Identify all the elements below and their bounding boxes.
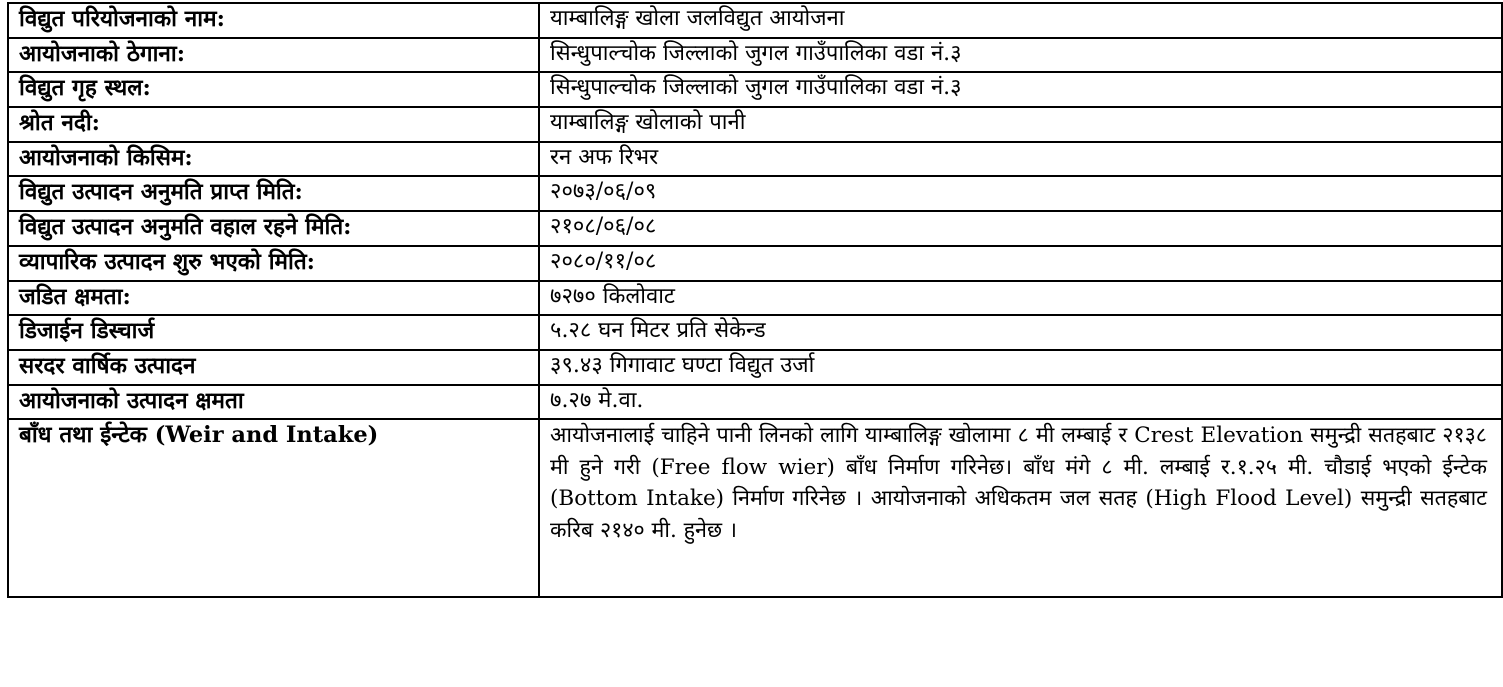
table-row <box>8 419 1502 597</box>
table-row <box>8 315 1502 350</box>
license-validity-label: विद्युत उत्पादन अनुमति वहाल रहने मिति: <box>8 211 539 246</box>
generation-capacity-value: ७.२७ मे.वा. <box>539 385 1502 420</box>
project-info-table <box>7 2 1503 598</box>
weir-intake-description: आयोजनालाई चाहिने पानी लिनको लागि याम्बालिङ्ग खोलामा ८ मी लम्बाई र Crest Elevation समुन्द्री सतहबाट २१३८ मी हुने गरी (Free flow wier) बाँध निर्माण गरिनेछ। बाँध मंगे ८ मी. लम्बाई र.१.२५ मी. चौडाई भएको ईन्टेक (Bottom Intake) निर्माण गरिनेछ । आयोजनाको अधिकतम जल सतह (High Flood Level) समुन्द्री सतहबाट करिब २१४० मी. हुनेछ । <box>539 419 1502 597</box>
project-name-label: विद्युत परियोजनाको नाम: <box>8 3 539 38</box>
table-row <box>8 38 1502 73</box>
weir-intake-label: बाँध तथा ईन्टेक (Weir and Intake) <box>8 419 539 597</box>
design-discharge-label: डिजाईन डिस्चार्ज <box>8 315 539 350</box>
source-river-label: श्रोत नदी: <box>8 107 539 142</box>
table-row <box>8 350 1502 385</box>
project-address-label: आयोजनाको ठेगाना: <box>8 38 539 73</box>
table-row <box>8 281 1502 316</box>
table-row <box>8 246 1502 281</box>
installed-capacity-value: ७२७० किलोवाट <box>539 281 1502 316</box>
project-name-value: याम्बालिङ्ग खोला जलविद्युत आयोजना <box>539 3 1502 38</box>
powerhouse-site-value: सिन्धुपाल्चोक जिल्लाको जुगल गाउँपालिका वडा नं.३ <box>539 72 1502 107</box>
powerhouse-site-label: विद्युत गृह स्थल: <box>8 72 539 107</box>
table-row <box>8 142 1502 177</box>
installed-capacity-label: जडित क्षमता: <box>8 281 539 316</box>
license-date-label: विद्युत उत्पादन अनुमति प्राप्त मिति: <box>8 176 539 211</box>
project-type-label: आयोजनाको किसिम: <box>8 142 539 177</box>
annual-generation-label: सरदर वार्षिक उत्पादन <box>8 350 539 385</box>
source-river-value: याम्बालिङ्ग खोलाको पानी <box>539 107 1502 142</box>
license-date-value: २०७३/०६/०९ <box>539 176 1502 211</box>
table-row <box>8 3 1502 38</box>
annual-generation-value: ३९.४३ गिगावाट घण्टा विद्युत उर्जा <box>539 350 1502 385</box>
project-address-value: सिन्धुपाल्चोक जिल्लाको जुगल गाउँपालिका वडा नं.३ <box>539 38 1502 73</box>
table-row <box>8 176 1502 211</box>
table-row <box>8 72 1502 107</box>
table-row <box>8 385 1502 420</box>
commercial-operation-label: व्यापारिक उत्पादन शुरु भएको मिति: <box>8 246 539 281</box>
table-row <box>8 107 1502 142</box>
license-validity-value: २१०८/०६/०८ <box>539 211 1502 246</box>
generation-capacity-label: आयोजनाको उत्पादन क्षमता <box>8 385 539 420</box>
commercial-operation-value: २०८०/११/०८ <box>539 246 1502 281</box>
project-type-value: रन अफ रिभर <box>539 142 1502 177</box>
design-discharge-value: ५.२८ घन मिटर प्रति सेकेन्ड <box>539 315 1502 350</box>
table-row <box>8 211 1502 246</box>
